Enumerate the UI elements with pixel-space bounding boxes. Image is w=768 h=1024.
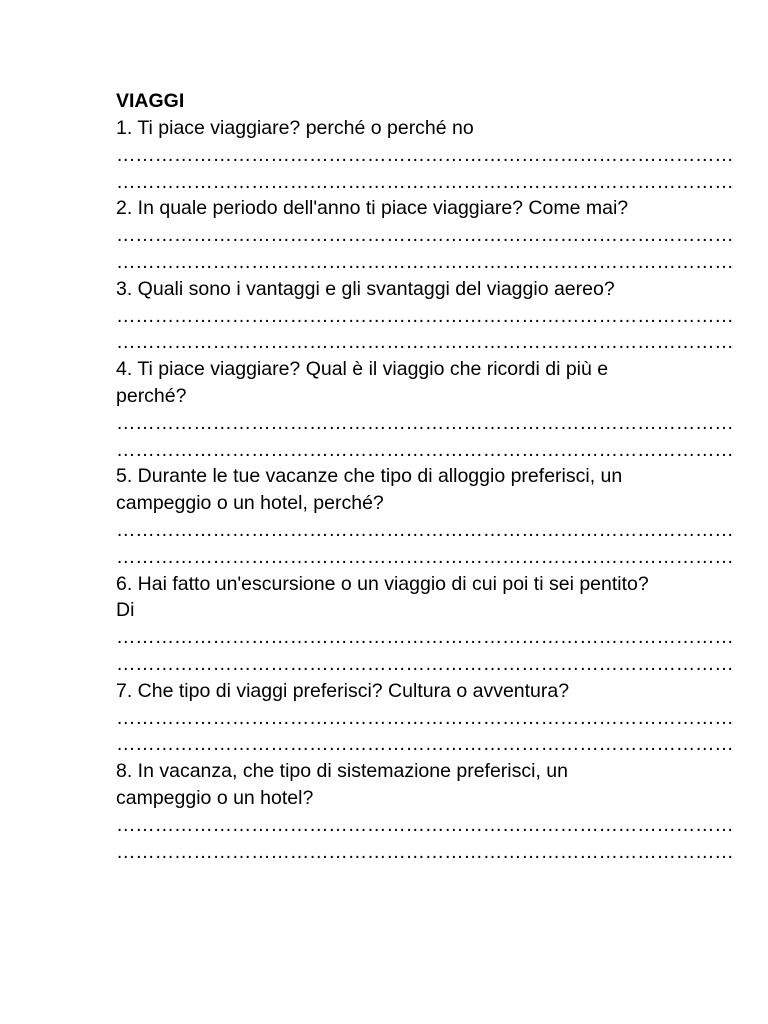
question-block-8 — [116, 758, 734, 865]
question-block-2 — [116, 195, 734, 275]
question-block-3 — [116, 276, 734, 356]
question-text: 6. Hai fatto un'escursione o un viaggio di cui poi ti sei pentito? Di — [116, 572, 649, 622]
answer-line: …………………………………………………………………………………… — [116, 143, 734, 166]
answer-line: …………………………………………………………………………………… — [116, 733, 734, 756]
question-text: 1. Ti piace viaggiare? perché o perché no — [116, 117, 474, 139]
answer-line: …………………………………………………………………………………… — [116, 438, 734, 461]
answer-line: …………………………………………………………………………………… — [116, 545, 734, 568]
question-text: 8. In vacanza, che tipo di sistemazione preferisci, un campeggio o un hotel? — [116, 760, 568, 809]
answer-line: …………………………………………………………………………………… — [116, 250, 734, 273]
question-block-1 — [116, 115, 734, 195]
question-block-6 — [116, 571, 734, 678]
question-block-5 — [116, 463, 734, 570]
answer-line: …………………………………………………………………………………… — [116, 626, 734, 649]
question-block-7 — [116, 678, 734, 758]
answer-line: …………………………………………………………………………………… — [116, 304, 734, 327]
answer-line: …………………………………………………………………………………… — [116, 518, 734, 541]
question-text: 5. Durante le tue vacanze che tipo di alloggio preferisci, un campeggio o un hotel, perché? — [116, 465, 623, 515]
answer-line: …………………………………………………………………………………… — [116, 706, 734, 729]
question-block-4 — [116, 356, 734, 463]
answer-line: …………………………………………………………………………………… — [116, 170, 734, 193]
question-text: 7. Che tipo di viaggi preferisci? Cultura o avventura? — [116, 679, 570, 702]
question-text: 3. Quali sono i vantaggi e gli svantaggi del viaggio aereo? — [116, 277, 615, 300]
answer-line: …………………………………………………………………………………… — [116, 840, 734, 863]
answer-line: …………………………………………………………………………………… — [116, 411, 734, 434]
answer-line: …………………………………………………………………………………… — [116, 224, 734, 247]
answer-line: …………………………………………………………………………………… — [116, 813, 734, 836]
answer-line: …………………………………………………………………………………… — [116, 331, 734, 354]
question-text: 4. Ti piace viaggiare? Qual è il viaggio che ricordi di più e perché? — [116, 358, 609, 407]
worksheet — [116, 88, 734, 865]
answer-line: …………………………………………………………………………………… — [116, 652, 734, 675]
question-text: 2. In quale periodo dell'anno ti piace viaggiare? Come mai? — [116, 197, 629, 220]
page-title: VIAGGI — [116, 90, 185, 112]
